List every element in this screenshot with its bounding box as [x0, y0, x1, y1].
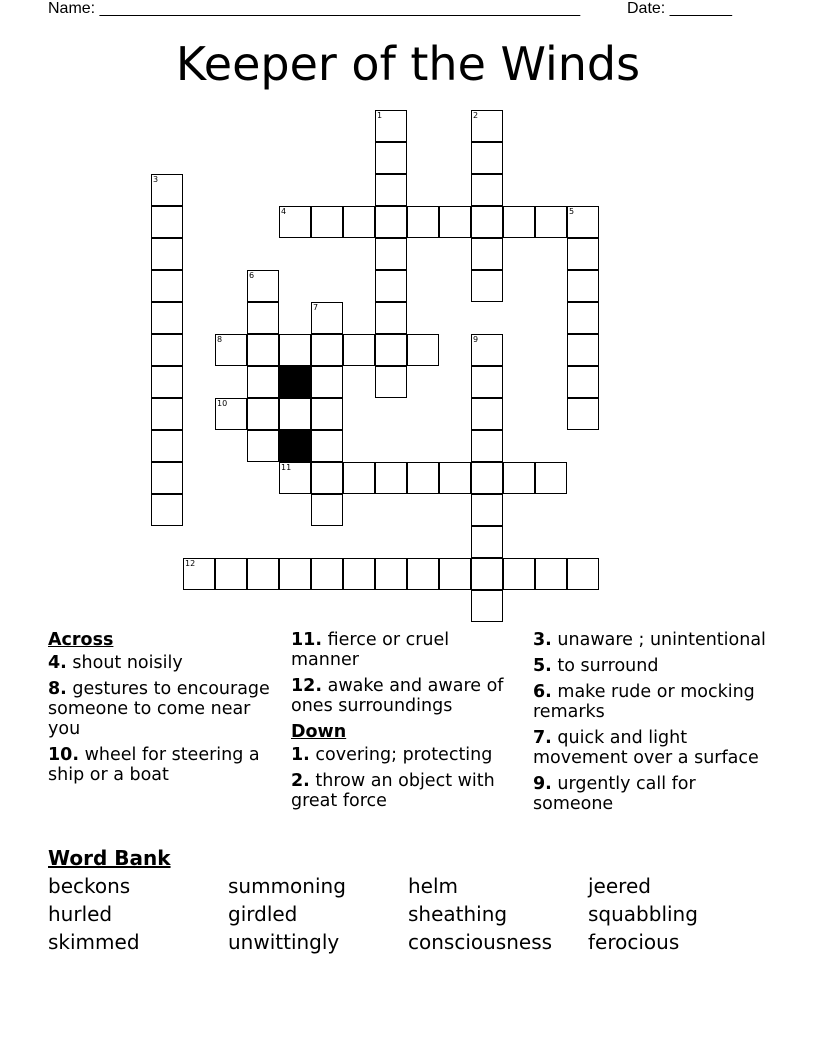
grid-cell[interactable] — [279, 462, 311, 494]
word-bank-item: girdled — [228, 902, 298, 926]
clues-column-1 — [48, 630, 278, 791]
word-bank-item: beckons — [48, 874, 131, 898]
clue-number: 8. — [48, 679, 67, 699]
grid-cell[interactable] — [247, 334, 279, 366]
grid-cell[interactable] — [247, 430, 279, 462]
grid-cell[interactable] — [343, 334, 375, 366]
grid-cell[interactable] — [375, 366, 407, 398]
grid-cell[interactable] — [183, 558, 215, 590]
grid-cell[interactable] — [567, 558, 599, 590]
cell-number: 3 — [153, 175, 159, 184]
clue-text: gestures to encourage someone to come near you — [48, 679, 270, 739]
grid-cell[interactable] — [407, 206, 439, 238]
across-heading: Across — [48, 630, 114, 650]
clue-down-3 — [533, 630, 773, 650]
grid-cell[interactable] — [247, 366, 279, 398]
grid-cell[interactable] — [343, 206, 375, 238]
grid-cell[interactable] — [311, 462, 343, 494]
grid-cell[interactable] — [471, 110, 503, 142]
clue-number: 1. — [291, 745, 310, 765]
word-bank-title: Word Bank — [48, 846, 171, 870]
grid-cell[interactable] — [439, 558, 471, 590]
grid-cell[interactable] — [471, 334, 503, 366]
clue-text: quick and light movement over a surface — [533, 728, 759, 768]
clue-across-10 — [48, 745, 278, 785]
grid-cell[interactable] — [375, 302, 407, 334]
cell-number: 12 — [185, 559, 196, 568]
grid-cell[interactable] — [343, 462, 375, 494]
grid-cell[interactable] — [311, 206, 343, 238]
clue-text: make rude or mocking remarks — [533, 682, 755, 722]
clue-across-12 — [291, 676, 521, 716]
word-bank-item: hurled — [48, 902, 113, 926]
clue-down-1 — [291, 745, 521, 765]
grid-cell[interactable] — [471, 398, 503, 430]
grid-cell[interactable] — [151, 302, 183, 334]
grid-cell[interactable] — [151, 270, 183, 302]
word-bank-item: sheathing — [408, 902, 508, 926]
date-line: Date: _______ — [627, 0, 732, 17]
grid-cell[interactable] — [151, 174, 183, 206]
grid-cell[interactable] — [279, 206, 311, 238]
clue-text: awake and aware of ones surroundings — [291, 676, 504, 716]
grid-cell[interactable] — [407, 558, 439, 590]
grid-cell[interactable] — [471, 206, 503, 238]
clue-text: fierce or cruel manner — [291, 630, 450, 670]
grid-cell[interactable] — [311, 558, 343, 590]
grid-cell[interactable] — [151, 366, 183, 398]
down-heading: Down — [291, 722, 347, 742]
cell-number: 7 — [313, 303, 319, 312]
grid-cell[interactable] — [151, 398, 183, 430]
word-bank-item: helm — [408, 874, 459, 898]
grid-cell[interactable] — [247, 302, 279, 334]
grid-cell[interactable] — [535, 558, 567, 590]
grid-cell[interactable] — [567, 334, 599, 366]
clue-number: 11. — [291, 630, 323, 650]
grid-cell[interactable] — [311, 494, 343, 526]
grid-cell[interactable] — [535, 462, 567, 494]
grid-cell[interactable] — [151, 462, 183, 494]
grid-cell[interactable] — [471, 270, 503, 302]
grid-cell[interactable] — [375, 206, 407, 238]
grid-cell[interactable] — [439, 206, 471, 238]
clue-across-8 — [48, 679, 278, 739]
page-title: Keeper of the Winds — [175, 37, 641, 91]
clue-down-5 — [533, 656, 773, 676]
clue-text: to surround — [557, 656, 659, 676]
grid-cell[interactable] — [567, 398, 599, 430]
grid-cell[interactable] — [375, 238, 407, 270]
grid-cell[interactable] — [151, 494, 183, 526]
grid-cell[interactable] — [375, 110, 407, 142]
word-bank-item: skimmed — [48, 930, 140, 954]
grid-cell[interactable] — [471, 174, 503, 206]
clue-down-2 — [291, 771, 521, 811]
cell-number: 4 — [281, 207, 287, 216]
clue-number: 5. — [533, 656, 552, 676]
word-bank-item: consciousness — [408, 930, 553, 954]
cell-number: 10 — [217, 399, 228, 408]
grid-cell[interactable] — [375, 174, 407, 206]
grid-cell[interactable] — [343, 558, 375, 590]
grid-cell[interactable] — [247, 558, 279, 590]
word-bank-item: squabbling — [588, 902, 698, 926]
clue-down-6 — [533, 682, 773, 722]
grid-cell[interactable] — [215, 334, 247, 366]
grid-cell[interactable] — [215, 398, 247, 430]
grid-cell[interactable] — [151, 238, 183, 270]
grid-cell[interactable] — [375, 270, 407, 302]
grid-cell[interactable] — [247, 398, 279, 430]
cell-number: 8 — [217, 335, 223, 344]
clue-number: 12. — [291, 676, 323, 696]
blocked-cell — [279, 366, 311, 398]
cell-number: 5 — [569, 207, 575, 216]
clue-text: shout noisily — [72, 653, 183, 673]
word-bank-item: jeered — [588, 874, 651, 898]
grid-cell[interactable] — [375, 558, 407, 590]
grid-cell[interactable] — [471, 430, 503, 462]
grid-cell[interactable] — [375, 142, 407, 174]
grid-cell[interactable] — [215, 558, 247, 590]
grid-cell[interactable] — [471, 558, 503, 590]
grid-cell[interactable] — [279, 398, 311, 430]
clue-number: 2. — [291, 771, 310, 791]
grid-cell[interactable] — [151, 430, 183, 462]
grid-cell[interactable] — [247, 270, 279, 302]
grid-cell[interactable] — [567, 302, 599, 334]
grid-cell[interactable] — [535, 206, 567, 238]
word-bank-item: summoning — [228, 874, 346, 898]
grid-cell[interactable] — [311, 302, 343, 334]
clue-text: throw an object with great force — [291, 771, 495, 811]
grid-cell[interactable] — [375, 462, 407, 494]
cell-number: 9 — [473, 335, 479, 344]
grid-cell[interactable] — [567, 270, 599, 302]
clue-number: 10. — [48, 745, 80, 765]
clue-number: 4. — [48, 653, 67, 673]
grid-cell[interactable] — [311, 398, 343, 430]
clue-across-4 — [48, 653, 278, 673]
clue-number: 7. — [533, 728, 552, 748]
grid-cell[interactable] — [471, 526, 503, 558]
cell-number: 6 — [249, 271, 255, 280]
clues-column-2 — [291, 630, 521, 817]
clue-text: covering; protecting — [315, 745, 493, 765]
grid-cell[interactable] — [567, 206, 599, 238]
clue-number: 9. — [533, 774, 552, 794]
grid-cell[interactable] — [503, 558, 535, 590]
clue-text: wheel for steering a ship or a boat — [48, 745, 260, 785]
grid-cell[interactable] — [567, 366, 599, 398]
grid-cell[interactable] — [311, 334, 343, 366]
clues-column-3 — [533, 630, 773, 820]
name-line: Name: ______________________________________________________ — [48, 0, 581, 17]
clue-number: 6. — [533, 682, 552, 702]
grid-cell[interactable] — [311, 366, 343, 398]
grid-cell[interactable] — [439, 462, 471, 494]
grid-cell[interactable] — [151, 206, 183, 238]
grid-cell[interactable] — [471, 366, 503, 398]
grid-cell[interactable] — [503, 206, 535, 238]
word-bank-item: unwittingly — [228, 930, 340, 954]
clue-number: 3. — [533, 630, 552, 650]
grid-cell[interactable] — [471, 494, 503, 526]
cell-number: 2 — [473, 111, 479, 120]
grid-cell[interactable] — [311, 430, 343, 462]
clue-down-7 — [533, 728, 773, 768]
grid-cell[interactable] — [375, 334, 407, 366]
clue-text: urgently call for someone — [533, 774, 696, 814]
grid-cell[interactable] — [279, 558, 311, 590]
cell-number: 11 — [281, 463, 292, 472]
grid-cell[interactable] — [471, 238, 503, 270]
grid-cell[interactable] — [151, 334, 183, 366]
cell-number: 1 — [377, 111, 383, 120]
grid-cell[interactable] — [407, 462, 439, 494]
grid-cell[interactable] — [471, 142, 503, 174]
grid-cell[interactable] — [471, 590, 503, 622]
grid-cell[interactable] — [407, 334, 439, 366]
grid-cell[interactable] — [279, 334, 311, 366]
grid-cell[interactable] — [471, 462, 503, 494]
blocked-cell — [279, 430, 311, 462]
word-bank-item: ferocious — [588, 930, 680, 954]
grid-cell[interactable] — [567, 238, 599, 270]
clue-text: unaware ; unintentional — [557, 630, 766, 650]
clue-down-9 — [533, 774, 773, 814]
grid-cell[interactable] — [503, 462, 535, 494]
clue-across-11 — [291, 630, 521, 670]
